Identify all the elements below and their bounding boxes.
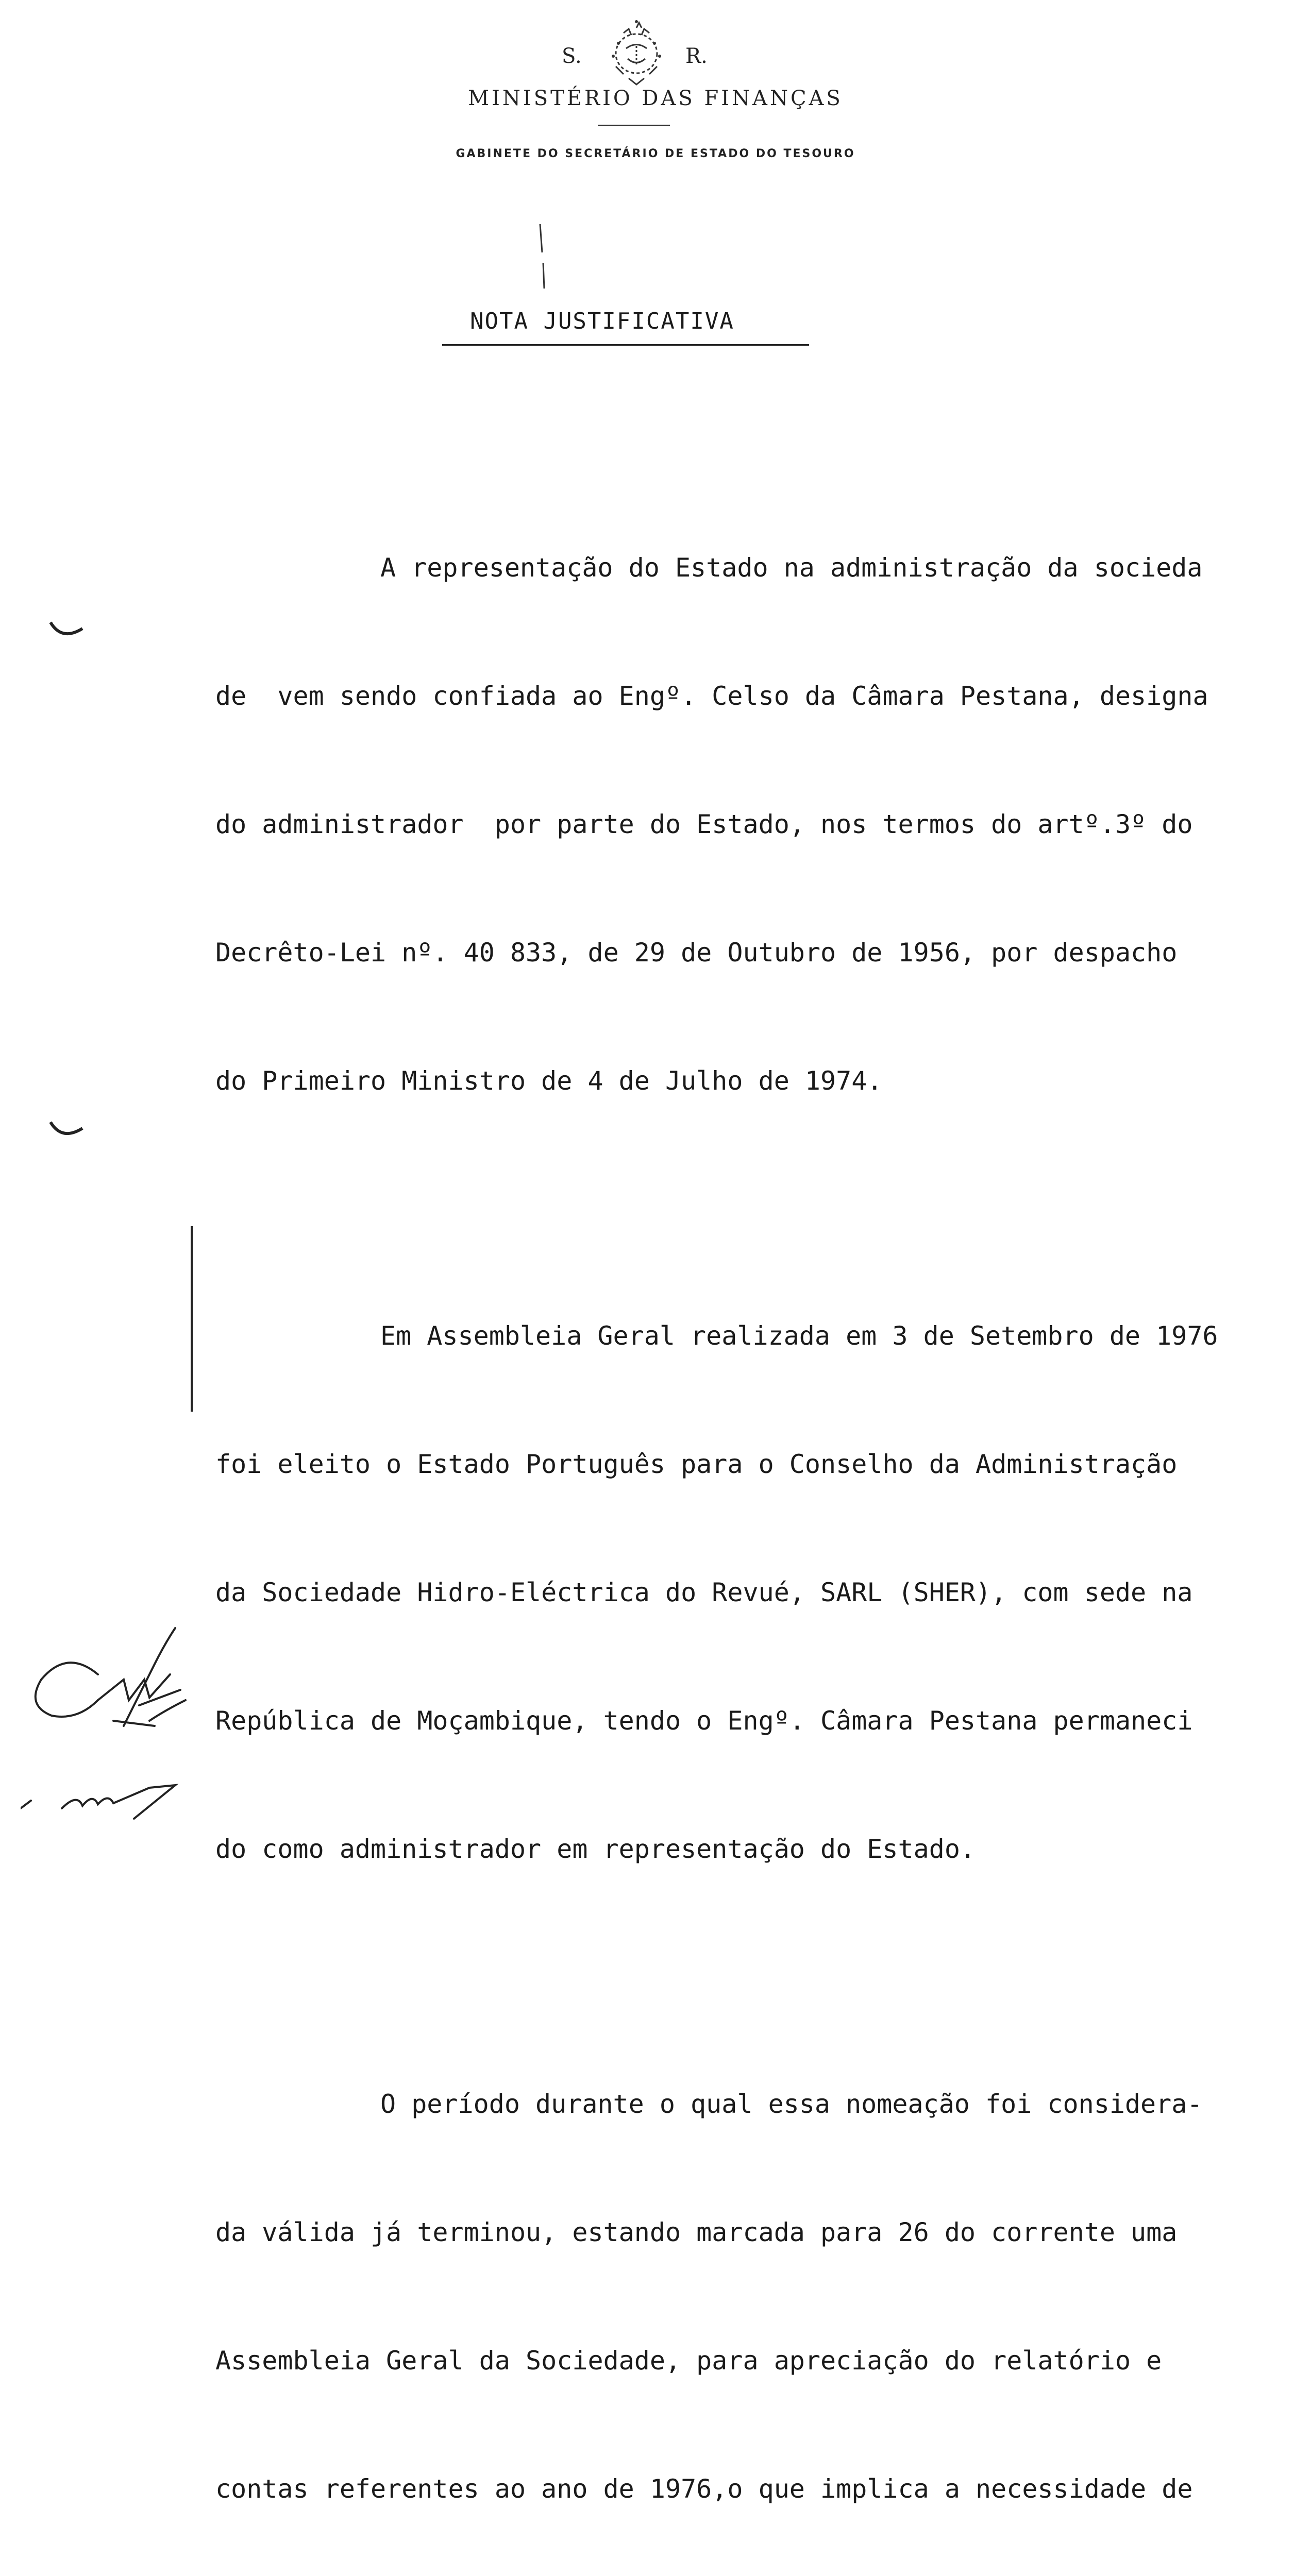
document-title: NOTA JUSTIFICATIVA [470, 308, 734, 334]
paragraph-line: contas referentes ao ano de 1976,o que implica a necessidade de [215, 2474, 1193, 2504]
ministry-underline [598, 125, 670, 126]
paragraph-line: O período durante o qual essa nomeação foi considera- [380, 2089, 1203, 2119]
seal-right-letter: R. [685, 44, 708, 68]
body-text [215, 461, 1308, 2576]
paragraph-1 [215, 461, 1308, 1188]
paragraph-line: A representação do Estado na administração da socieda [380, 553, 1203, 583]
paragraph-line: Decrêto-Lei nº. 40 833, de 29 de Outubro de 1956, por despacho [215, 938, 1178, 968]
punch-hole-mark-icon [46, 618, 88, 644]
paragraph-line: do administrador por parte do Estado, nos termos do artº.3º do [215, 809, 1193, 839]
paragraph-line: da Sociedade Hidro-Eléctrica do Revué, SARL (SHER), com sede na [215, 1578, 1193, 1607]
paragraph-line: foi eleito o Estado Português para o Conselho da Administração [215, 1449, 1178, 1479]
paragraph-line: do Primeiro Ministro de 4 de Julho de 1974. [215, 1066, 883, 1096]
pen-tick-mark [536, 222, 551, 294]
cabinet-name: GABINETE DO SECRETÁRIO DE ESTADO DO TESOURO [456, 147, 855, 160]
seal-left-letter: S. [562, 44, 582, 68]
paragraph-line: do como administrador em representação do Estado. [215, 1834, 976, 1864]
paragraph-line: de vem sendo confiada ao Engº. Celso da Câmara Pestana, designa [215, 681, 1208, 711]
paragraph-line: Em Assembleia Geral realizada em 3 de Setembro de 1976 [380, 1321, 1218, 1351]
paragraph-3 [215, 1997, 1308, 2576]
paragraph-line: Assembleia Geral da Sociedade, para apreciação do relatório e [215, 2346, 1162, 2376]
paragraph-2 [215, 1229, 1308, 1956]
letterhead-seal [515, 18, 804, 90]
title-underline [442, 344, 809, 346]
paragraph-line: República de Moçambique, tendo o Engº. Câmara Pestana permaneci [215, 1706, 1193, 1736]
punch-hole-mark-icon [46, 1118, 88, 1144]
margin-bracket [191, 1226, 193, 1412]
ministry-name: MINISTÉRIO DAS FINANÇAS [468, 87, 843, 110]
coat-of-arms-icon [593, 18, 680, 90]
handwritten-signature [21, 1602, 196, 1860]
paragraph-line: da válida já terminou, estando marcada para 26 do corrente uma [215, 2217, 1178, 2247]
